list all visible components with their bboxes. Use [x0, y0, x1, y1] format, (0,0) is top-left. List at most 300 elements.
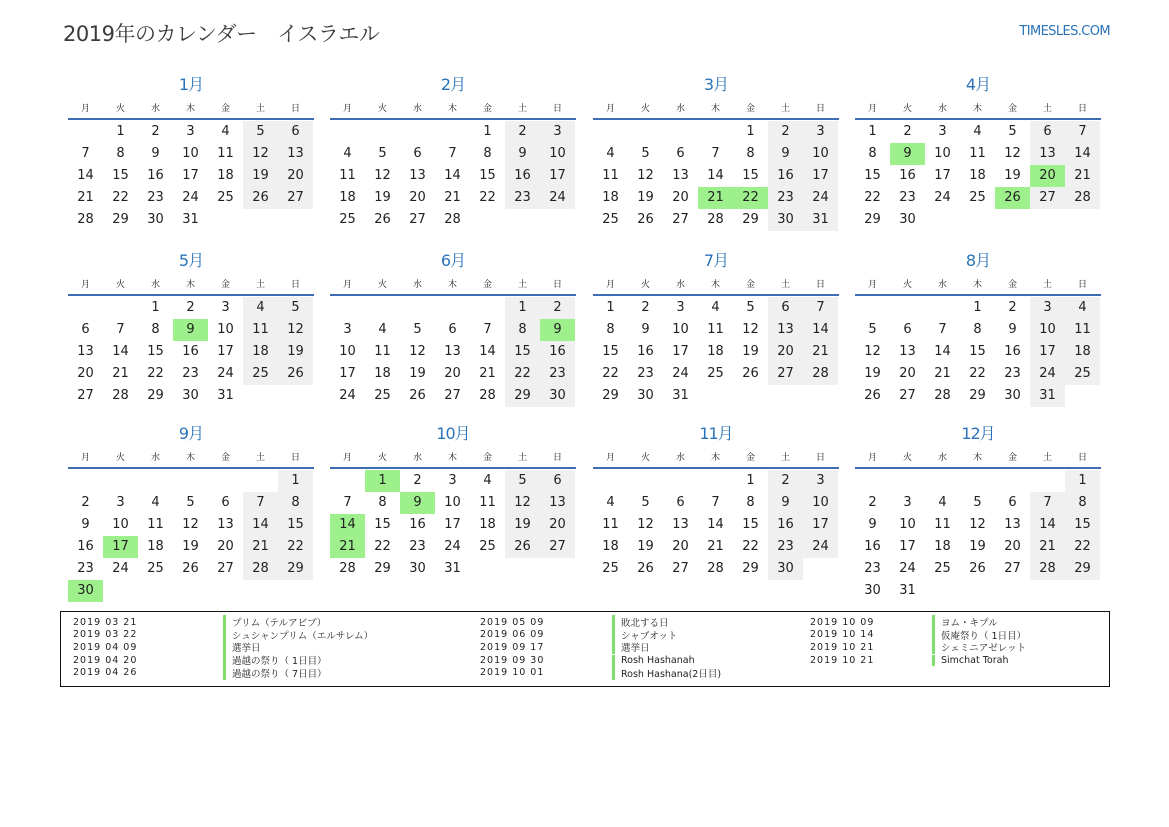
day-cell[interactable]: 6 [278, 121, 313, 143]
day-cell[interactable]: 25 [374, 388, 391, 403]
day-cell[interactable]: 6 [540, 470, 575, 492]
day-cell[interactable]: 28 [112, 388, 129, 403]
day-cell[interactable]: 20 [77, 366, 94, 381]
day-cell[interactable]: 30 [147, 212, 164, 227]
day-cell[interactable]: 26 [409, 388, 426, 403]
day-cell[interactable]: 5 [378, 146, 387, 161]
day-cell[interactable]: 29 [374, 561, 391, 576]
day-cell[interactable]: 7 [711, 146, 720, 161]
day-cell[interactable]: 24 [339, 388, 356, 403]
day-cell[interactable]: 18 [374, 366, 391, 381]
day-cell[interactable]: 14 [479, 344, 496, 359]
day-cell[interactable]: 31 [803, 209, 838, 231]
day-cell[interactable]: 4 [243, 297, 278, 319]
day-cell[interactable]: 3 [116, 495, 125, 510]
day-cell[interactable]: 15 [602, 344, 619, 359]
day-cell[interactable]: 24 [444, 539, 461, 554]
day-cell[interactable]: 10 [1030, 319, 1065, 341]
day-cell[interactable]: 26 [374, 212, 391, 227]
day-cell[interactable]: 23 [147, 190, 164, 205]
day-cell[interactable]: 28 [444, 212, 461, 227]
day-cell[interactable]: 10 [803, 492, 838, 514]
day-cell[interactable]: 12 [637, 168, 654, 183]
day-cell[interactable]: 26 [182, 561, 199, 576]
day-cell[interactable]: 8 [746, 146, 755, 161]
day-cell[interactable]: 1 [746, 124, 755, 139]
day-cell[interactable]: 26 [995, 187, 1030, 209]
day-cell[interactable]: 8 [606, 322, 615, 337]
day-cell[interactable]: 3 [343, 322, 352, 337]
day-cell[interactable]: 20 [217, 539, 234, 554]
day-cell[interactable]: 29 [969, 388, 986, 403]
day-cell[interactable]: 9 [868, 517, 877, 532]
day-cell[interactable]: 20 [444, 366, 461, 381]
day-cell[interactable]: 8 [116, 146, 125, 161]
day-cell[interactable]: 14 [707, 517, 724, 532]
day-cell[interactable]: 24 [1030, 363, 1065, 385]
day-cell[interactable]: 13 [278, 143, 313, 165]
day-cell[interactable]: 26 [637, 561, 654, 576]
day-cell[interactable]: 12 [742, 322, 759, 337]
day-cell[interactable]: 12 [278, 319, 313, 341]
day-cell[interactable]: 27 [444, 388, 461, 403]
day-cell[interactable]: 6 [448, 322, 457, 337]
day-cell[interactable]: 5 [278, 297, 313, 319]
day-cell[interactable]: 30 [864, 583, 881, 598]
day-cell[interactable]: 28 [707, 561, 724, 576]
day-cell[interactable]: 5 [641, 495, 650, 510]
day-cell[interactable]: 27 [278, 187, 313, 209]
day-cell[interactable]: 24 [899, 561, 916, 576]
day-cell[interactable]: 14 [1065, 143, 1100, 165]
day-cell[interactable]: 2 [151, 124, 160, 139]
day-cell[interactable]: 11 [147, 517, 164, 532]
day-cell[interactable]: 14 [77, 168, 94, 183]
day-cell[interactable]: 2 [186, 300, 195, 315]
day-cell[interactable]: 12 [864, 344, 881, 359]
day-cell[interactable]: 8 [973, 322, 982, 337]
day-cell[interactable]: 26 [637, 212, 654, 227]
day-cell[interactable]: 30 [1004, 388, 1021, 403]
day-cell[interactable]: 24 [803, 536, 838, 558]
day-cell[interactable]: 11 [339, 168, 356, 183]
day-cell[interactable]: 29 [112, 212, 129, 227]
day-cell[interactable]: 23 [768, 536, 803, 558]
day-cell[interactable]: 15 [969, 344, 986, 359]
day-cell[interactable]: 14 [243, 514, 278, 536]
day-cell[interactable]: 2 [413, 473, 422, 488]
day-cell[interactable]: 23 [540, 363, 575, 385]
day-cell[interactable]: 19 [182, 539, 199, 554]
day-cell[interactable]: 22 [742, 539, 759, 554]
day-cell[interactable]: 27 [540, 536, 575, 558]
day-cell[interactable]: 19 [374, 190, 391, 205]
day-cell[interactable]: 28 [339, 561, 356, 576]
day-cell[interactable]: 13 [899, 344, 916, 359]
day-cell[interactable]: 27 [672, 212, 689, 227]
day-cell[interactable]: 23 [182, 366, 199, 381]
day-cell[interactable]: 8 [483, 146, 492, 161]
day-cell[interactable]: 7 [116, 322, 125, 337]
day-cell[interactable]: 24 [672, 366, 689, 381]
day-cell[interactable]: 22 [147, 366, 164, 381]
day-cell[interactable]: 21 [698, 187, 733, 209]
day-cell[interactable]: 13 [409, 168, 426, 183]
day-cell[interactable]: 23 [1004, 366, 1021, 381]
day-cell[interactable]: 6 [221, 495, 230, 510]
day-cell[interactable]: 16 [77, 539, 94, 554]
day-cell[interactable]: 6 [1008, 495, 1017, 510]
day-cell[interactable]: 12 [505, 492, 540, 514]
day-cell[interactable]: 8 [1065, 492, 1100, 514]
day-cell[interactable]: 13 [77, 344, 94, 359]
day-cell[interactable]: 11 [374, 344, 391, 359]
day-cell[interactable]: 4 [151, 495, 160, 510]
day-cell[interactable]: 23 [768, 187, 803, 209]
day-cell[interactable]: 1 [1065, 470, 1100, 492]
day-cell[interactable]: 19 [505, 514, 540, 536]
day-cell[interactable]: 3 [803, 121, 838, 143]
day-cell[interactable]: 2 [81, 495, 90, 510]
day-cell[interactable]: 10 [540, 143, 575, 165]
day-cell[interactable]: 26 [505, 536, 540, 558]
day-cell[interactable]: 25 [339, 212, 356, 227]
day-cell[interactable]: 5 [746, 300, 755, 315]
day-cell[interactable]: 9 [81, 517, 90, 532]
day-cell[interactable]: 29 [742, 212, 759, 227]
day-cell[interactable]: 18 [1065, 341, 1100, 363]
day-cell[interactable]: 28 [77, 212, 94, 227]
day-cell[interactable]: 17 [182, 168, 199, 183]
day-cell[interactable]: 10 [112, 517, 129, 532]
day-cell[interactable]: 4 [378, 322, 387, 337]
day-cell[interactable]: 23 [864, 561, 881, 576]
day-cell[interactable]: 1 [505, 297, 540, 319]
day-cell[interactable]: 11 [934, 517, 951, 532]
day-cell[interactable]: 16 [899, 168, 916, 183]
day-cell[interactable]: 28 [707, 212, 724, 227]
day-cell[interactable]: 21 [1030, 536, 1065, 558]
day-cell[interactable]: 9 [400, 492, 435, 514]
day-cell[interactable]: 22 [969, 366, 986, 381]
day-cell[interactable]: 25 [969, 190, 986, 205]
day-cell[interactable]: 6 [903, 322, 912, 337]
day-cell[interactable]: 30 [68, 580, 103, 602]
day-cell[interactable]: 31 [672, 388, 689, 403]
day-cell[interactable]: 3 [540, 121, 575, 143]
day-cell[interactable]: 6 [1030, 121, 1065, 143]
day-cell[interactable]: 20 [672, 190, 689, 205]
day-cell[interactable]: 24 [182, 190, 199, 205]
day-cell[interactable]: 14 [1030, 514, 1065, 536]
day-cell[interactable]: 8 [151, 322, 160, 337]
day-cell[interactable]: 7 [711, 495, 720, 510]
day-cell[interactable]: 25 [602, 212, 619, 227]
day-cell[interactable]: 7 [243, 492, 278, 514]
day-cell[interactable]: 19 [864, 366, 881, 381]
day-cell[interactable]: 2 [540, 297, 575, 319]
day-cell[interactable]: 31 [899, 583, 916, 598]
day-cell[interactable]: 11 [602, 517, 619, 532]
day-cell[interactable]: 22 [733, 187, 768, 209]
day-cell[interactable]: 15 [112, 168, 129, 183]
day-cell[interactable]: 11 [707, 322, 724, 337]
day-cell[interactable]: 27 [672, 561, 689, 576]
day-cell[interactable]: 16 [505, 165, 540, 187]
day-cell[interactable]: 29 [742, 561, 759, 576]
day-cell[interactable]: 28 [934, 388, 951, 403]
day-cell[interactable]: 3 [221, 300, 230, 315]
day-cell[interactable]: 5 [1008, 124, 1017, 139]
day-cell[interactable]: 20 [672, 539, 689, 554]
day-cell[interactable]: 8 [746, 495, 755, 510]
day-cell[interactable]: 15 [374, 517, 391, 532]
day-cell[interactable]: 14 [330, 514, 365, 536]
day-cell[interactable]: 3 [903, 495, 912, 510]
day-cell[interactable]: 20 [899, 366, 916, 381]
day-cell[interactable]: 17 [339, 366, 356, 381]
day-cell[interactable]: 27 [1030, 187, 1065, 209]
day-cell[interactable]: 15 [278, 514, 313, 536]
day-cell[interactable]: 7 [483, 322, 492, 337]
day-cell[interactable]: 8 [378, 495, 387, 510]
day-cell[interactable]: 10 [339, 344, 356, 359]
day-cell[interactable]: 23 [409, 539, 426, 554]
day-cell[interactable]: 12 [637, 517, 654, 532]
day-cell[interactable]: 22 [278, 536, 313, 558]
day-cell[interactable]: 24 [217, 366, 234, 381]
day-cell[interactable]: 7 [448, 146, 457, 161]
day-cell[interactable]: 6 [81, 322, 90, 337]
day-cell[interactable]: 8 [868, 146, 877, 161]
day-cell[interactable]: 17 [217, 344, 234, 359]
day-cell[interactable]: 6 [768, 297, 803, 319]
day-cell[interactable]: 20 [1004, 539, 1021, 554]
day-cell[interactable]: 3 [938, 124, 947, 139]
day-cell[interactable]: 25 [1065, 363, 1100, 385]
day-cell[interactable]: 11 [479, 495, 496, 510]
day-cell[interactable]: 19 [243, 165, 278, 187]
day-cell[interactable]: 21 [934, 366, 951, 381]
day-cell[interactable]: 20 [1030, 165, 1065, 187]
day-cell[interactable]: 21 [77, 190, 94, 205]
day-cell[interactable]: 14 [707, 168, 724, 183]
day-cell[interactable]: 17 [444, 517, 461, 532]
day-cell[interactable]: 3 [186, 124, 195, 139]
day-cell[interactable]: 5 [505, 470, 540, 492]
day-cell[interactable]: 9 [173, 319, 208, 341]
day-cell[interactable]: 16 [147, 168, 164, 183]
day-cell[interactable]: 8 [505, 319, 540, 341]
day-cell[interactable]: 15 [147, 344, 164, 359]
day-cell[interactable]: 31 [444, 561, 461, 576]
day-cell[interactable]: 9 [768, 492, 803, 514]
day-cell[interactable]: 1 [606, 300, 615, 315]
day-cell[interactable]: 2 [903, 124, 912, 139]
day-cell[interactable]: 1 [116, 124, 125, 139]
day-cell[interactable]: 23 [637, 366, 654, 381]
day-cell[interactable]: 14 [444, 168, 461, 183]
day-cell[interactable]: 9 [151, 146, 160, 161]
day-cell[interactable]: 2 [768, 470, 803, 492]
day-cell[interactable]: 9 [768, 143, 803, 165]
day-cell[interactable]: 31 [182, 212, 199, 227]
day-cell[interactable]: 25 [243, 363, 278, 385]
day-cell[interactable]: 15 [479, 168, 496, 183]
day-cell[interactable]: 21 [112, 366, 129, 381]
day-cell[interactable]: 21 [330, 536, 365, 558]
day-cell[interactable]: 17 [934, 168, 951, 183]
day-cell[interactable]: 13 [217, 517, 234, 532]
day-cell[interactable]: 5 [641, 146, 650, 161]
day-cell[interactable]: 21 [803, 341, 838, 363]
day-cell[interactable]: 19 [969, 539, 986, 554]
day-cell[interactable]: 16 [540, 341, 575, 363]
day-cell[interactable]: 10 [803, 143, 838, 165]
day-cell[interactable]: 7 [343, 495, 352, 510]
day-cell[interactable]: 13 [672, 168, 689, 183]
day-cell[interactable]: 26 [278, 363, 313, 385]
day-cell[interactable]: 15 [864, 168, 881, 183]
day-cell[interactable]: 13 [768, 319, 803, 341]
day-cell[interactable]: 2 [768, 121, 803, 143]
day-cell[interactable]: 31 [1030, 385, 1065, 407]
day-cell[interactable]: 12 [182, 517, 199, 532]
day-cell[interactable]: 17 [540, 165, 575, 187]
day-cell[interactable]: 22 [1065, 536, 1100, 558]
day-cell[interactable]: 29 [864, 212, 881, 227]
day-cell[interactable]: 1 [973, 300, 982, 315]
site-link[interactable]: TIMESLES.COM [1019, 24, 1110, 39]
day-cell[interactable]: 25 [707, 366, 724, 381]
day-cell[interactable]: 16 [768, 165, 803, 187]
day-cell[interactable]: 11 [217, 146, 234, 161]
day-cell[interactable]: 30 [182, 388, 199, 403]
day-cell[interactable]: 26 [969, 561, 986, 576]
day-cell[interactable]: 27 [1004, 561, 1021, 576]
day-cell[interactable]: 20 [409, 190, 426, 205]
day-cell[interactable]: 18 [147, 539, 164, 554]
day-cell[interactable]: 28 [479, 388, 496, 403]
day-cell[interactable]: 11 [1065, 319, 1100, 341]
day-cell[interactable]: 18 [934, 539, 951, 554]
day-cell[interactable]: 17 [1030, 341, 1065, 363]
day-cell[interactable]: 30 [409, 561, 426, 576]
day-cell[interactable]: 18 [602, 539, 619, 554]
day-cell[interactable]: 5 [413, 322, 422, 337]
day-cell[interactable]: 21 [479, 366, 496, 381]
day-cell[interactable]: 11 [243, 319, 278, 341]
day-cell[interactable]: 16 [864, 539, 881, 554]
day-cell[interactable]: 27 [409, 212, 426, 227]
day-cell[interactable]: 20 [768, 341, 803, 363]
day-cell[interactable]: 7 [803, 297, 838, 319]
day-cell[interactable]: 11 [969, 146, 986, 161]
day-cell[interactable]: 5 [868, 322, 877, 337]
day-cell[interactable]: 13 [540, 492, 575, 514]
day-cell[interactable]: 30 [768, 209, 803, 231]
day-cell[interactable]: 18 [243, 341, 278, 363]
day-cell[interactable]: 16 [768, 514, 803, 536]
day-cell[interactable]: 22 [112, 190, 129, 205]
day-cell[interactable]: 28 [1030, 558, 1065, 580]
day-cell[interactable]: 29 [278, 558, 313, 580]
day-cell[interactable]: 4 [606, 146, 615, 161]
day-cell[interactable]: 8 [278, 492, 313, 514]
day-cell[interactable]: 18 [479, 517, 496, 532]
day-cell[interactable]: 9 [641, 322, 650, 337]
day-cell[interactable]: 27 [899, 388, 916, 403]
day-cell[interactable]: 10 [672, 322, 689, 337]
day-cell[interactable]: 29 [505, 385, 540, 407]
day-cell[interactable]: 4 [483, 473, 492, 488]
day-cell[interactable]: 22 [602, 366, 619, 381]
day-cell[interactable]: 1 [151, 300, 160, 315]
day-cell[interactable]: 30 [637, 388, 654, 403]
day-cell[interactable]: 15 [505, 341, 540, 363]
day-cell[interactable]: 1 [365, 470, 400, 492]
day-cell[interactable]: 1 [483, 124, 492, 139]
day-cell[interactable]: 12 [243, 143, 278, 165]
day-cell[interactable]: 22 [374, 539, 391, 554]
day-cell[interactable]: 16 [1004, 344, 1021, 359]
day-cell[interactable]: 7 [1030, 492, 1065, 514]
day-cell[interactable]: 6 [676, 146, 685, 161]
day-cell[interactable]: 12 [409, 344, 426, 359]
day-cell[interactable]: 14 [934, 344, 951, 359]
day-cell[interactable]: 21 [707, 539, 724, 554]
day-cell[interactable]: 5 [186, 495, 195, 510]
day-cell[interactable]: 10 [444, 495, 461, 510]
day-cell[interactable]: 22 [864, 190, 881, 205]
day-cell[interactable]: 4 [973, 124, 982, 139]
day-cell[interactable]: 27 [217, 561, 234, 576]
day-cell[interactable]: 15 [1065, 514, 1100, 536]
day-cell[interactable]: 24 [112, 561, 129, 576]
day-cell[interactable]: 14 [112, 344, 129, 359]
day-cell[interactable]: 26 [243, 187, 278, 209]
day-cell[interactable]: 18 [217, 168, 234, 183]
day-cell[interactable]: 19 [1004, 168, 1021, 183]
day-cell[interactable]: 4 [221, 124, 230, 139]
day-cell[interactable]: 4 [1065, 297, 1100, 319]
day-cell[interactable]: 23 [899, 190, 916, 205]
day-cell[interactable]: 29 [1065, 558, 1100, 580]
day-cell[interactable]: 25 [217, 190, 234, 205]
day-cell[interactable]: 6 [676, 495, 685, 510]
day-cell[interactable]: 3 [448, 473, 457, 488]
day-cell[interactable]: 22 [479, 190, 496, 205]
day-cell[interactable]: 9 [540, 319, 575, 341]
day-cell[interactable]: 1 [868, 124, 877, 139]
day-cell[interactable]: 21 [243, 536, 278, 558]
day-cell[interactable]: 7 [81, 146, 90, 161]
day-cell[interactable]: 20 [278, 165, 313, 187]
day-cell[interactable]: 16 [637, 344, 654, 359]
day-cell[interactable]: 28 [243, 558, 278, 580]
day-cell[interactable]: 18 [602, 190, 619, 205]
day-cell[interactable]: 30 [540, 385, 575, 407]
day-cell[interactable]: 19 [637, 539, 654, 554]
day-cell[interactable]: 10 [182, 146, 199, 161]
day-cell[interactable]: 4 [343, 146, 352, 161]
day-cell[interactable]: 27 [768, 363, 803, 385]
day-cell[interactable]: 31 [217, 388, 234, 403]
day-cell[interactable]: 4 [606, 495, 615, 510]
day-cell[interactable]: 18 [707, 344, 724, 359]
day-cell[interactable]: 13 [444, 344, 461, 359]
day-cell[interactable]: 23 [77, 561, 94, 576]
